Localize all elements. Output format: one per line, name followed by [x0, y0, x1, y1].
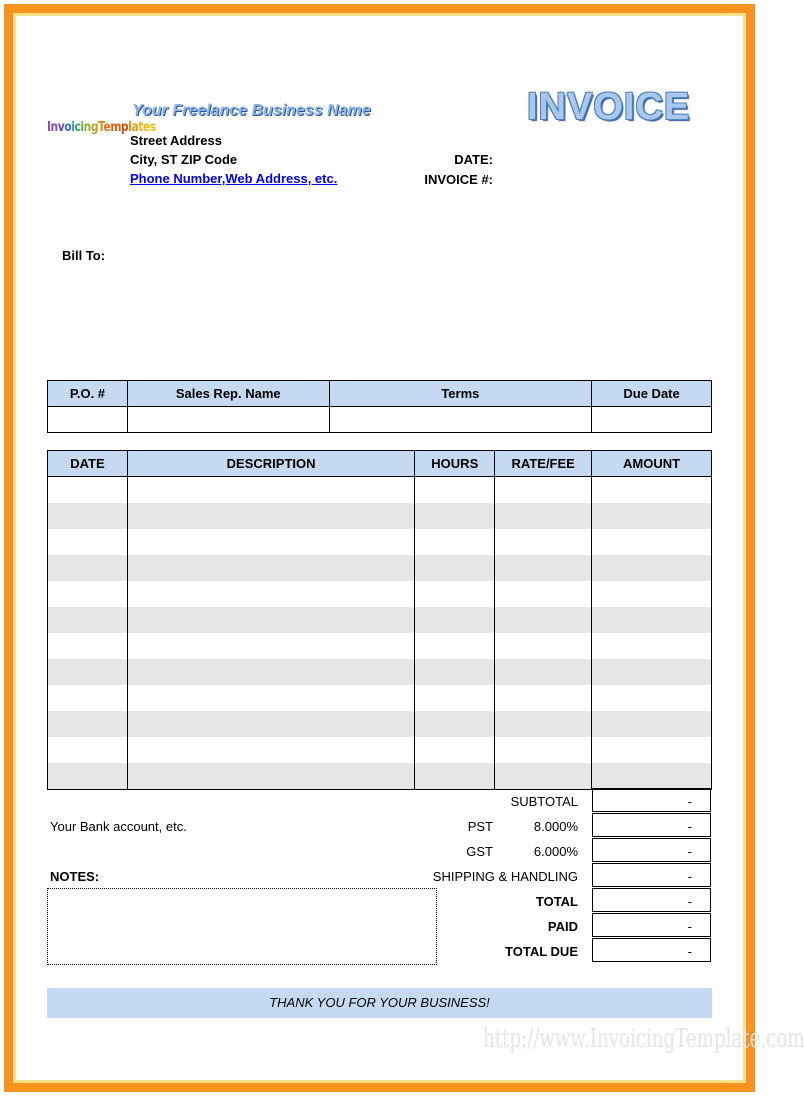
table-row: [48, 685, 712, 711]
sales-rep-cell[interactable]: [127, 407, 329, 433]
hours-cell[interactable]: [415, 607, 495, 633]
due-date-cell[interactable]: [592, 407, 712, 433]
invoice-title: INVOICE: [527, 86, 691, 128]
hours-cell[interactable]: [415, 685, 495, 711]
table-row: [48, 555, 712, 581]
watermark-url: http://www.InvoicingTemplate.com: [483, 1024, 804, 1054]
logo-letter: c: [74, 120, 81, 135]
logo-letter: v: [57, 120, 65, 135]
rate-fee-header: RATE/FEE: [495, 451, 592, 477]
total-value: -: [592, 888, 711, 912]
date-header: DATE: [48, 451, 128, 477]
logo-letter: I: [47, 120, 51, 135]
description-cell[interactable]: [127, 737, 414, 763]
table-row: [48, 659, 712, 685]
description-cell[interactable]: [127, 529, 414, 555]
description-cell[interactable]: [127, 685, 414, 711]
logo-letter: a: [131, 120, 139, 135]
table-row: [48, 711, 712, 737]
hours-cell[interactable]: [415, 581, 495, 607]
date-cell[interactable]: [48, 581, 128, 607]
description-cell[interactable]: [127, 555, 414, 581]
logo-letter: g: [90, 120, 99, 135]
gst-value: -: [592, 838, 711, 862]
logo-letter: p: [121, 120, 129, 135]
notes-label: NOTES:: [50, 869, 100, 884]
rate-fee-cell[interactable]: [495, 529, 592, 555]
terms-header: Terms: [329, 381, 592, 407]
notes-box[interactable]: [47, 888, 437, 965]
rate-fee-cell[interactable]: [495, 763, 592, 790]
date-cell[interactable]: [48, 737, 128, 763]
amount-cell[interactable]: [592, 685, 712, 711]
subtotal-label: SUBTOTAL: [510, 794, 578, 809]
rate-fee-cell[interactable]: [495, 659, 592, 685]
date-cell[interactable]: [48, 529, 128, 555]
date-cell[interactable]: [48, 477, 128, 504]
bank-account-text: Your Bank account, etc.: [50, 819, 187, 834]
logo-letter: i: [71, 120, 75, 135]
description-cell[interactable]: [127, 607, 414, 633]
po-cell[interactable]: [48, 407, 128, 433]
logo-letter: n: [83, 120, 91, 135]
logo-letter: s: [149, 120, 156, 135]
logo-letter: m: [110, 120, 122, 135]
rate-fee-cell[interactable]: [495, 555, 592, 581]
logo-letter: i: [80, 120, 84, 135]
logo-letter: T: [98, 120, 104, 135]
hours-cell[interactable]: [415, 711, 495, 737]
amount-cell[interactable]: [592, 737, 712, 763]
date-cell[interactable]: [48, 711, 128, 737]
hours-cell[interactable]: [415, 633, 495, 659]
paid-label: PAID: [547, 919, 578, 934]
date-cell[interactable]: [48, 763, 128, 790]
total-due-value: -: [592, 938, 711, 962]
logo-letter: e: [103, 120, 111, 135]
rate-fee-cell[interactable]: [495, 581, 592, 607]
amount-cell[interactable]: [592, 503, 712, 529]
rate-fee-cell[interactable]: [495, 477, 592, 504]
amount-cell[interactable]: [592, 477, 712, 504]
total-due-label: TOTAL DUE: [505, 944, 578, 959]
logo-letter: l: [128, 120, 132, 135]
hours-cell[interactable]: [415, 503, 495, 529]
logo-letter: e: [143, 120, 150, 135]
amount-cell[interactable]: [592, 711, 712, 737]
contact-link[interactable]: Phone Number,Web Address, etc.: [130, 171, 338, 186]
table-row: [48, 763, 712, 790]
pst-label: PST: [467, 819, 493, 834]
hours-cell[interactable]: [415, 477, 495, 504]
description-cell[interactable]: [127, 633, 414, 659]
amount-cell[interactable]: [592, 659, 712, 685]
description-cell[interactable]: [127, 711, 414, 737]
amount-cell[interactable]: [592, 633, 712, 659]
table-row: [48, 477, 712, 504]
description-cell[interactable]: [127, 659, 414, 685]
date-label: DATE:: [454, 152, 493, 167]
logo-letter: o: [64, 120, 72, 135]
table-row: [48, 581, 712, 607]
terms-cell[interactable]: [329, 407, 592, 433]
date-cell[interactable]: [48, 555, 128, 581]
invoice-number-label: INVOICE #:: [424, 172, 493, 187]
pst-value: -: [592, 813, 711, 837]
amount-cell[interactable]: [592, 555, 712, 581]
table-row: [48, 633, 712, 659]
description-cell[interactable]: [127, 477, 414, 504]
rate-fee-cell[interactable]: [495, 711, 592, 737]
description-cell[interactable]: [127, 503, 414, 529]
rate-fee-cell[interactable]: [495, 503, 592, 529]
logo-letter: t: [138, 120, 144, 135]
street-address: Street Address: [130, 133, 222, 148]
logo-letter: n: [50, 120, 58, 135]
hours-cell[interactable]: [415, 529, 495, 555]
table-row: [48, 607, 712, 633]
city-state-zip: City, ST ZIP Code: [130, 152, 238, 167]
amount-cell[interactable]: [592, 607, 712, 633]
date-cell[interactable]: [48, 659, 128, 685]
thank-you-banner: THANK YOU FOR YOUR BUSINESS!: [47, 988, 712, 1018]
hours-cell[interactable]: [415, 659, 495, 685]
date-cell[interactable]: [48, 633, 128, 659]
sales-rep-header: Sales Rep. Name: [127, 381, 329, 407]
shipping-label: SHIPPING & HANDLING: [432, 869, 578, 884]
description-header: DESCRIPTION: [127, 451, 414, 477]
gst-label: GST: [466, 844, 493, 859]
po-header: P.O. #: [48, 381, 128, 407]
hours-cell[interactable]: [415, 763, 495, 790]
business-name: Your Freelance Business Name: [132, 102, 371, 119]
date-cell[interactable]: [48, 685, 128, 711]
description-cell[interactable]: [127, 763, 414, 790]
rate-fee-cell[interactable]: [495, 607, 592, 633]
hours-cell[interactable]: [415, 555, 495, 581]
amount-cell[interactable]: [592, 581, 712, 607]
gst-rate[interactable]: 6.000%: [533, 844, 578, 859]
bill-to-label: Bill To:: [62, 248, 106, 263]
date-cell[interactable]: [48, 607, 128, 633]
table-row: [48, 503, 712, 529]
hours-cell[interactable]: [415, 737, 495, 763]
total-label: TOTAL: [535, 894, 578, 909]
rate-fee-cell[interactable]: [495, 685, 592, 711]
amount-cell[interactable]: [592, 763, 712, 790]
po-table: [47, 380, 712, 433]
date-cell[interactable]: [48, 503, 128, 529]
amount-cell[interactable]: [592, 529, 712, 555]
paid-value[interactable]: -: [592, 913, 711, 937]
subtotal-value: -: [592, 788, 711, 812]
shipping-value[interactable]: -: [592, 863, 711, 887]
table-row: [48, 529, 712, 555]
description-cell[interactable]: [127, 581, 414, 607]
table-row: [48, 737, 712, 763]
pst-rate[interactable]: 8.000%: [533, 819, 578, 834]
hours-header: HOURS: [415, 451, 495, 477]
rate-fee-cell[interactable]: [495, 737, 592, 763]
rate-fee-cell[interactable]: [495, 633, 592, 659]
amount-header: AMOUNT: [592, 451, 712, 477]
line-items-table: [47, 450, 712, 790]
due-date-header: Due Date: [592, 381, 712, 407]
